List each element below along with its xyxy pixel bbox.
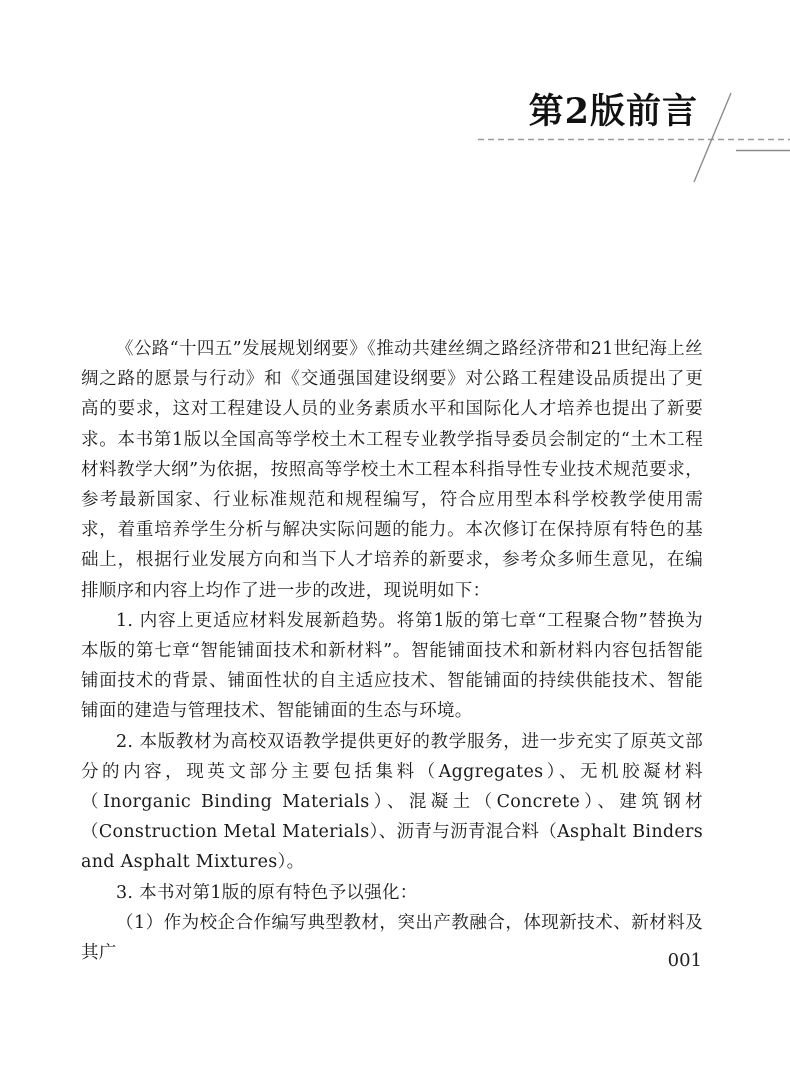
page-number: 001 — [667, 950, 702, 971]
header-diagonal-stroke — [694, 93, 731, 182]
paragraph: 2. 本版教材为高校双语教学提供更好的教学服务，进一步充实了原英文部分的内容，现英文部分主要包括集料（Aggregates）、无机胶凝材料（Inorganic Binding Materials）、混凝土（Concrete）、建筑钢材（Construction Metal Materials）、沥青与沥青混合料（Asphalt Binders and Asphalt Mixtures）。 — [81, 731, 703, 873]
paragraph: （1）作为校企合作编写典型教材，突出产教融合，体现新技术、新材料及其广 — [81, 912, 703, 964]
paragraph: 3. 本书对第1版的原有特色予以强化： — [116, 882, 418, 903]
paragraph: 《公路“十四五”发展规划纲要》《推动共建丝绸之路经济带和21世纪海上丝绸之路的愿景与行动》和《交通强国建设纲要》对公路工程建设品质提出了更高的要求，这对工程建设人员的业务素质水平和国际化人才培养也提出了新要求。本书第1版以全国高等学校土木工程专业教学指导委员会制定的“土木工程材料教学大纲”为依据，按照高等学校土木工程本科指导性专业技术规范要求，参考最新国家、行业标准规范和规程编写，符合应用型本科学校教学使用需求，着重培养学生分析与解决实际问题的能力。本次修订在保持原有特色的基础上，根据行业发展方向和当下人才培养的新要求，参考众多师生意见，在编排顺序和内容上均作了进一步的改进，现说明如下： — [81, 339, 703, 601]
paragraph: 1. 内容上更适应材料发展新趋势。将第1版的第七章“工程聚合物”替换为本版的第七章“智能铺面技术和新材料”。智能铺面技术和新材料内容包括智能铺面技术的背景、铺面性状的自主适应技术、智能铺面的持续供能技术、智能铺面的建造与管理技术、智能铺面的生态与环境。 — [81, 610, 703, 722]
page-header — [0, 0, 790, 190]
page-title: 第2版前言 — [528, 91, 698, 132]
